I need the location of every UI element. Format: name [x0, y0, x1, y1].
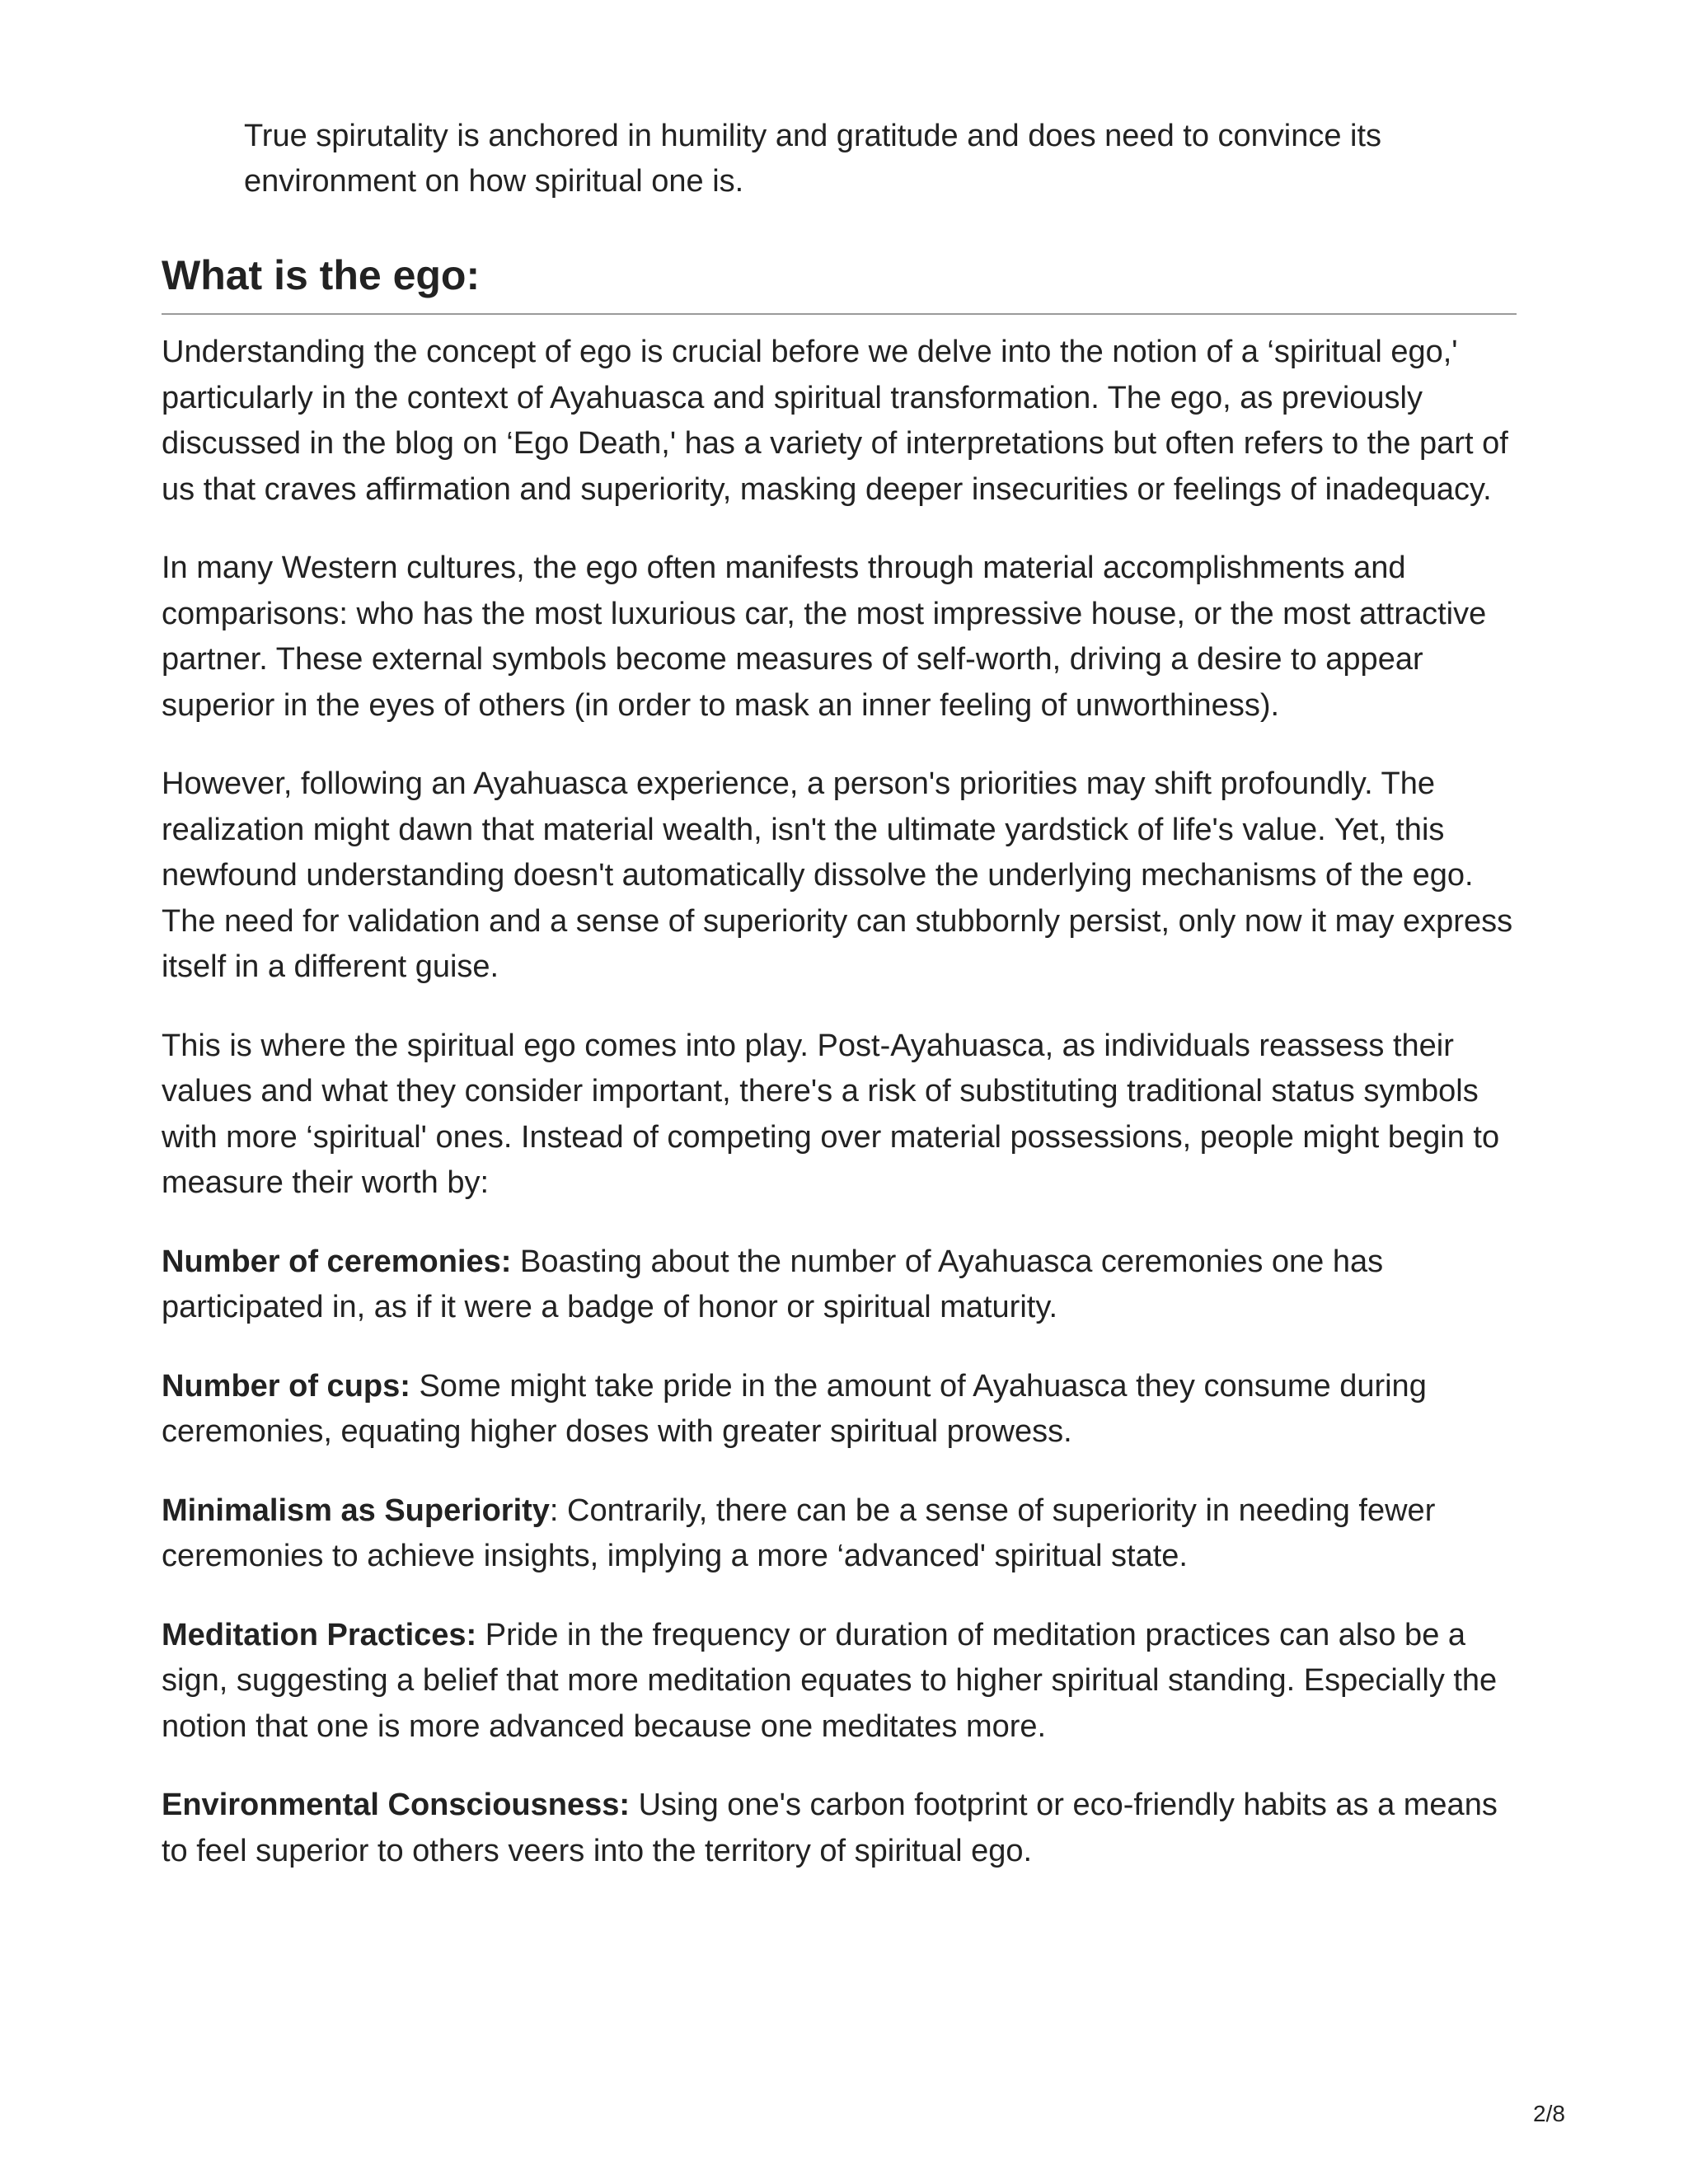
- item-text: Boasting about the number of Ayahuasca ceremonies one has participated in, as if it were a badge of honor or spiritual maturity.: [162, 1244, 1384, 1324]
- paragraph: However, following an Ayahuasca experience, a person's priorities may shift profoundly. The realization might dawn that material wealth, isn't the ultimate yardstick of life's value. Yet, this newfound understanding doesn't automatically dissolve the underlying mechanisms of the ego. The need for validation and a sense of superiority can stubbornly persist, only now it may express itself in a different guise.: [162, 766, 1513, 984]
- list-item: [162, 1488, 1522, 1580]
- item-term: Number of ceremonies:: [162, 1244, 512, 1279]
- paragraph: Understanding the concept of ego is crucial before we delve into the notion of a ‘spiritual ego,' particularly in the context of Ayahuasca and spiritual transformation. The ego, as previously discussed in the blog on ‘Ego Death,' has a variety of interpretations but often refers to the part of us that craves affirmation and superiority, masking deeper insecurities or feelings of inadequacy.: [162, 335, 1508, 507]
- paragraph: This is where the spiritual ego comes into play. Post-Ayahuasca, as individuals reassess their values and what they consider important, there's a risk of substituting traditional status symbols with more ‘spiritual' ones. Instead of competing over material possessions, people might begin to measure their worth by:: [162, 1028, 1500, 1200]
- article-body: [162, 330, 1522, 1907]
- list-item: [162, 1613, 1522, 1750]
- item-term: Meditation Practices:: [162, 1617, 477, 1652]
- list-item: [162, 1783, 1522, 1874]
- item-term: Minimalism as Superiority: [162, 1493, 550, 1528]
- item-text: Using one's carbon footprint or eco-friendly habits as a means to feel superior to others veers into the territory of spiritual ego.: [162, 1788, 1498, 1868]
- page-number: 2/8: [1533, 2101, 1565, 2126]
- item-term: Environmental Consciousness:: [162, 1788, 631, 1822]
- blockquote: True spirutality is anchored in humility and gratitude and does need to convince its environment on how spiritual one is.: [244, 119, 1382, 199]
- item-term: Number of cups:: [162, 1368, 410, 1404]
- item-text: : Contrarily, there can be a sense of superiority in needing fewer ceremonies to achieve insights, implying a more ‘advanced' spiritual state.: [162, 1493, 1436, 1573]
- section-heading: What is the ego:: [162, 252, 481, 298]
- heading-divider: [162, 313, 1517, 315]
- list-item: [162, 1240, 1522, 1331]
- list-item: [162, 1364, 1522, 1455]
- item-text: Some might take pride in the amount of Ayahuasca they consume during ceremonies, equating higher doses with greater spiritual prowess.: [162, 1368, 1427, 1449]
- item-text: Pride in the frequency or duration of meditation practices can also be a sign, suggesting a belief that more meditation equates to higher spiritual standing. Especially the notion that one is more advanced because one meditates more.: [162, 1617, 1498, 1744]
- paragraph: In many Western cultures, the ego often manifests through material accomplishments and comparisons: who has the most luxurious car, the most impressive house, or the most attractive partner. These external symbols become measures of self-worth, driving a desire to appear superior in the eyes of others (in order to mask an inner feeling of unworthiness).: [162, 551, 1487, 723]
